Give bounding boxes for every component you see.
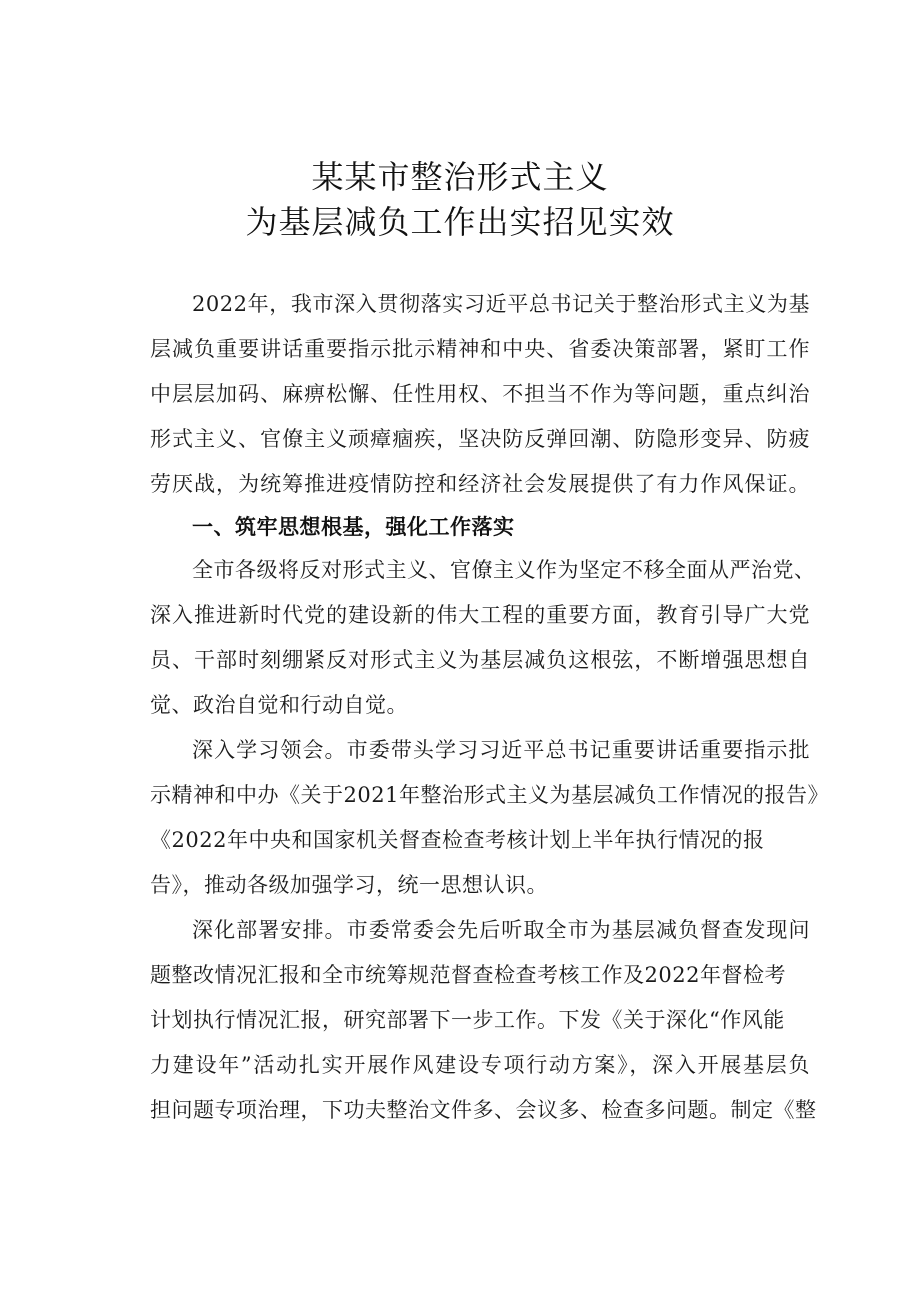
intro-line: 劳厌战，为统筹推进疫情防控和经济社会发展提供了有力作风保证。 [150,472,810,496]
intro-line: 形式主义、官僚主义顽瘴痼疾，坚决防反弹回潮、防隐形变异、防疲 [150,427,810,451]
body-line: 力建设年”活动扎实开展作风建设专项行动方案》，深入开展基层负 [150,1053,810,1077]
body-line: 告》，推动各级加强学习，统一思想认识。 [150,873,548,897]
body-line: 觉、政治自觉和行动自觉。 [150,693,408,717]
intro-line: 层减负重要讲话重要指示批示精神和中央、省委决策部署，紧盯工作 [150,337,810,361]
body-line: 深入学习领会。市委带头学习习近平总书记重要讲话重要指示批 [192,738,810,762]
body-line: 深化部署安排。市委常委会先后听取全市为基层减负督查发现问 [192,918,810,942]
body-line: 《2022年中央和国家机关督查检查考核计划上半年执行情况的报 [150,828,765,852]
body-line: 示精神和中办《关于2021年整治形式主义为基层减负工作情况的报告》 [150,783,829,807]
section-heading: 一、筑牢思想根基，强化工作落实 [192,515,515,539]
document-title-line-2: 为基层减负工作出实招见实效 [245,203,675,241]
intro-line: 2022年，我市深入贯彻落实习近平总书记关于整治形式主义为基 [192,292,810,316]
body-line: 员、干部时刻绷紧反对形式主义为基层减负这根弦，不断增强思想自 [150,648,810,672]
body-line: 深入推进新时代党的建设新的伟大工程的重要方面，教育引导广大党 [150,603,810,627]
intro-line: 中层层加码、麻痹松懈、任性用权、不担当不作为等问题，重点纠治 [150,382,810,406]
body-line: 题整改情况汇报和全市统筹规范督查检查考核工作及2022年督检考 [150,963,786,987]
body-line: 担问题专项治理，下功夫整治文件多、会议多、检查多问题。制定《整 [150,1098,817,1122]
body-line: 计划执行情况汇报，研究部署下一步工作。下发《关于深化“作风能 [150,1008,785,1032]
body-line: 全市各级将反对形式主义、官僚主义作为坚定不移全面从严治党、 [192,558,816,582]
document-title-line-1: 某某市整治形式主义 [311,158,609,196]
